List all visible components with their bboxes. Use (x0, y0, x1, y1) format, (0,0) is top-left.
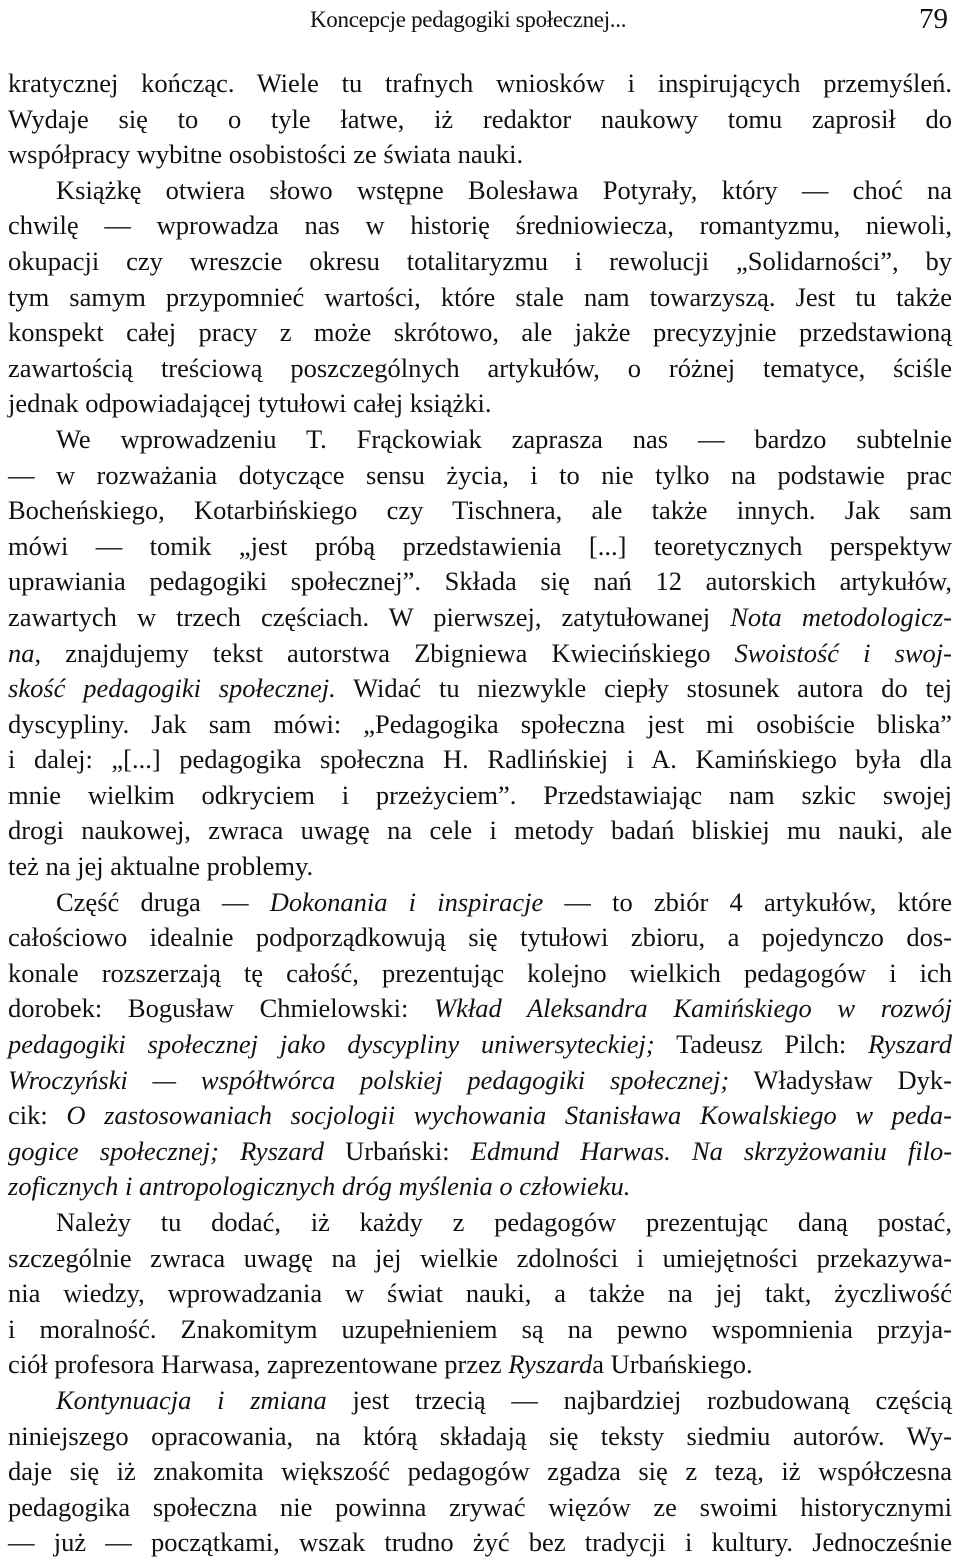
text-line: konspekt całej pracy z może skrótowo, ale jakże precyzyjnie przedstawioną (8, 317, 952, 348)
text-line: niniejszego opracowania, na którą składają się teksty siedmiu autorów. Wy- (8, 1420, 952, 1451)
italic-title: pedagogiki społecznej jako dyscypliny uniwersyteckiej; (8, 1029, 655, 1060)
italic-title: skość pedagogiki społecznej. (8, 673, 336, 704)
text-line: Bocheńskiego, Kotarbińskiego czy Tischnera, ale także innych. Jak sam (8, 495, 952, 526)
text-line: konale rozszerzają tę całość, prezentując kolejno wielkich pedagogów i ich (8, 957, 952, 988)
running-head (0, 0, 960, 40)
text-line: współpracy wybitne osobistości ze świata nauki. (8, 139, 524, 170)
text-line: uprawiania pedagogiki społecznej”. Składa się nań 12 autorskich artykułów, (8, 566, 952, 597)
text-line: dyscypliny. Jak sam mówi: „Pedagogika społeczna jest mi osobiście bliska” (8, 708, 952, 739)
text-line: Wroczyński — współtwórca polskiej pedagogiki społecznej; Władysław Dyk- (8, 1064, 952, 1095)
italic-title: Ryszard (240, 1135, 325, 1166)
text-line: kratycznej kończąc. Wiele tu trafnych wniosków i inspirujących przemyśleń. (8, 68, 952, 98)
italic-title: Dokonania i inspiracje (269, 886, 544, 917)
text-line: drogi naukowej, zwraca uwagę na cele i metody badań bliskiej mu nauki, ale (8, 815, 952, 846)
page-number: 79 (919, 3, 948, 35)
text-line: jednak odpowiadającej tytułowi całej książki. (8, 388, 492, 419)
text-line: mówi — tomik „jest próbą przedstawienia [...] teoretycznych perspektyw (8, 530, 952, 561)
text-line: szczególnie zwraca uwagę na jej wielkie zdolności i umiejętności przekazywa- (8, 1242, 952, 1273)
text-line: Wydaje się to o tyle łatwe, iż redaktor naukowy tomu zaprosił do (8, 103, 952, 134)
italic-title: zoficznych i antropologicznych dróg myślenia o człowieku. (8, 1171, 631, 1202)
text-line: Książkę otwiera słowo wstępne Bolesława Potyrały, który — choć na (56, 174, 952, 205)
text-line: nia wiedzy, wprowadzania w świat nauki, a także na jej takt, życzliwość (8, 1278, 952, 1309)
body-text (8, 66, 952, 1561)
text-line: gogice społecznej; Ryszard Urbański: Edmund Harwas. Na skrzyżowaniu filo- (8, 1135, 953, 1166)
text-line: Należy tu dodać, iż każdy z pedagogów prezentując daną postać, (56, 1207, 952, 1237)
text-line (8, 1169, 952, 1205)
italic-title: Swoistość i swoj- (734, 637, 952, 668)
text-line: pedagogiki społecznej jako dyscypliny uniwersyteckiej; Tadeusz Pilch: Ryszard (8, 1029, 952, 1060)
italic-title: O zastosowaniach socjologii wychowania Stanisława Kowalskiego w peda- (66, 1100, 952, 1131)
text-line: ciół profesora Harwasa, zaprezentowane przez Ryszarda Urbańskiego. (8, 1349, 753, 1380)
running-title: Koncepcje pedagogiki społecznej... (310, 7, 627, 32)
italic-title: Ryszard (868, 1029, 952, 1060)
italic-title: na, (8, 637, 42, 668)
text-line: skość pedagogiki społecznej. Widać tu niezwykle ciepły stosunek autora do tej (8, 673, 952, 704)
italic-title: Edmund Harwas. Na skrzyżowaniu filo- (470, 1135, 953, 1166)
text-line: zawartością treściową poszczególnych artykułów, o różnej tematyce, ściśle (8, 352, 952, 383)
text-line: też na jej aktualne problemy. (8, 851, 314, 882)
text-line: cik: O zastosowaniach socjologii wychowania Stanisława Kowalskiego w peda- (8, 1100, 952, 1131)
italic-title: gogice społecznej; (8, 1135, 219, 1166)
italic-title: Wkład Aleksandra Kamińskiego w rozwój (434, 993, 952, 1024)
text-line: — w rozważania dotyczące sensu życia, i to nie tylko na podstawie prac (8, 459, 952, 490)
italic-title: Nota metodologicz- (730, 601, 952, 632)
text-line: i moralność. Znakomitym uzupełnieniem są na pewno wspomnienia przyja- (8, 1313, 952, 1344)
text-line: dorobek: Bogusław Chmielowski: Wkład Aleksandra Kamińskiego w rozwój (8, 993, 952, 1024)
text-line: zawartych w trzech częściach. W pierwszej, zatytułowanej Nota metodologicz- (8, 601, 952, 632)
text-line: Kontynuacja i zmiana jest trzecią — najbardziej rozbudowaną częścią (56, 1384, 953, 1415)
text-line: na, znajdujemy tekst autorstwa Zbigniewa Kwiecińskiego Swoistość i swoj- (8, 637, 952, 668)
text-line: chwilę — wprowadza nas w historię średniowiecza, romantyzmu, niewoli, (8, 210, 952, 241)
text-line: pedagogika społeczna nie powinna zrywać więzów ze swoimi historycznymi (8, 1491, 952, 1522)
text-line: Część druga — Dokonania i inspiracje — to zbiór 4 artykułów, które (56, 886, 952, 917)
text-line: We wprowadzeniu T. Frąckowiak zaprasza nas — bardzo subtelnie (56, 423, 952, 454)
text-line: — już — początkami, wszak trudno żyć bez tradycji i kultury. Jednocześnie (8, 1527, 952, 1558)
text-line: całościowo idealnie podporządkowują się tytułowi zbioru, a pojedynczo dos- (8, 922, 952, 953)
italic-title: Wroczyński — współtwórca polskiej pedagogiki społecznej; (8, 1064, 730, 1095)
text-line: tym samym przypomnieć wartości, które stale nam towarzyszą. Jest tu także (8, 281, 952, 312)
text-line: mnie wielkim odkryciem i przeżyciem”. Przedstawiając nam szkic swojej (8, 779, 952, 810)
italic-title: Ryszard (508, 1349, 593, 1380)
text-line: okupacji czy wreszcie okresu totalitaryzmu i rewolucji „Solidarności”, by (8, 245, 952, 276)
text-line: i dalej: „[...] pedagogika społeczna H. Radlińskiej i A. Kamińskiego była dla (8, 744, 952, 775)
text-line: daje się iż znakomita większość pedagogów zgadza się z tezą, iż współczesna (8, 1456, 952, 1487)
italic-title: Kontynuacja i zmiana (56, 1384, 327, 1415)
